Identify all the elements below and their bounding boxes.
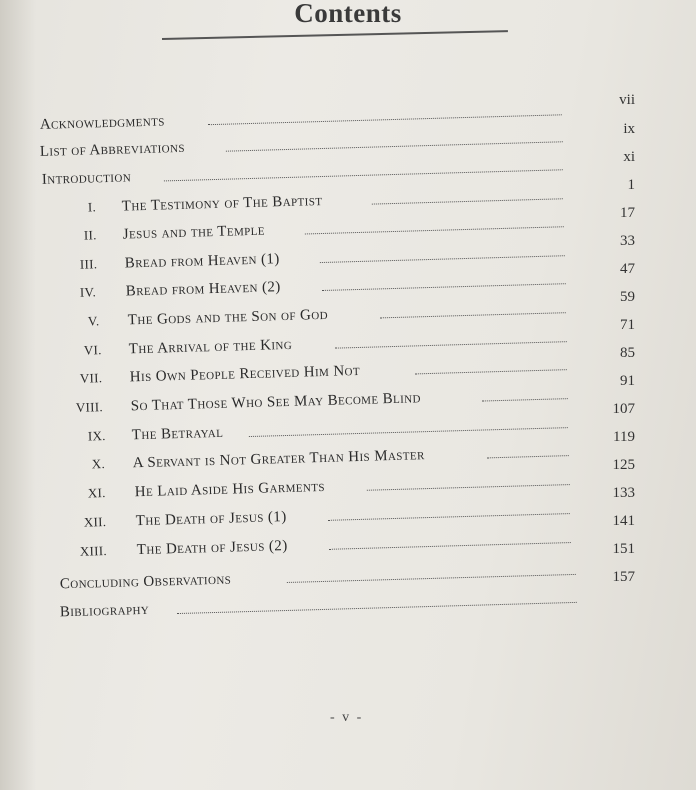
- toc-page-number: 107: [612, 401, 635, 417]
- toc-page-number: 17: [620, 205, 635, 221]
- toc-page-number: 151: [612, 541, 635, 557]
- dot-leader: [380, 312, 566, 318]
- chapter-number: I.: [87, 199, 97, 215]
- toc-page-number: 125: [612, 457, 635, 473]
- toc-entry-title: Bread from Heaven (2): [125, 279, 281, 300]
- toc-page-number: 141: [612, 513, 635, 529]
- toc-page-number: 59: [620, 289, 635, 305]
- chapter-number: XII.: [83, 514, 107, 530]
- dot-leader: [226, 141, 563, 151]
- chapter-number: XIII.: [79, 543, 108, 559]
- toc-entry-title: The Gods and the Son of God: [127, 306, 329, 329]
- chapter-number: IV.: [79, 284, 97, 300]
- toc-page-number: vii: [619, 92, 635, 108]
- dot-leader: [328, 513, 570, 521]
- chapter-number: XI.: [87, 485, 106, 501]
- toc-page-number: 33: [620, 233, 635, 249]
- chapter-number: II.: [83, 227, 97, 243]
- toc-page-number: 133: [612, 485, 635, 501]
- toc-entry-title: Bibliography: [59, 601, 150, 621]
- dot-leader: [329, 542, 571, 550]
- toc-page-number: 157: [612, 569, 635, 585]
- toc-entry-title: A Servant is Not Greater Than His Master: [132, 447, 426, 472]
- toc-entry-title: The Arrival of the King: [128, 336, 293, 358]
- chapter-number: V.: [87, 313, 100, 329]
- toc-entry-title: The Death of Jesus (1): [135, 508, 287, 530]
- dot-leader: [367, 484, 570, 491]
- toc-entry-title: Introduction: [41, 169, 132, 188]
- toc-page-number: 47: [620, 261, 635, 277]
- toc-entry-title: His Own People Received Him Not: [129, 362, 361, 386]
- page-title: Contents: [294, 0, 402, 28]
- toc-page-number: 71: [620, 317, 635, 333]
- dot-leader: [208, 114, 562, 125]
- dot-leader: [487, 455, 569, 458]
- toc-page-number: 1: [627, 177, 635, 193]
- dot-leader: [287, 574, 576, 583]
- dot-leader: [164, 169, 563, 181]
- toc-page-number: 91: [620, 373, 635, 389]
- dot-leader: [320, 255, 565, 263]
- toc-entry-title: The Testimony of The Baptist: [121, 192, 323, 215]
- dot-leader: [322, 283, 566, 291]
- toc-entry-title: List of Abbreviations: [39, 139, 186, 160]
- dot-leader: [305, 226, 564, 234]
- chapter-number: IX.: [87, 428, 106, 444]
- chapter-number: VII.: [79, 370, 103, 386]
- toc-entry-title: He Laid Aside His Garments: [134, 478, 326, 501]
- chapter-number: III.: [79, 256, 98, 272]
- toc-page-number: xi: [623, 149, 635, 165]
- dot-leader: [335, 341, 567, 348]
- page-footer-number: - v -: [330, 710, 364, 725]
- toc-entry-title: Concluding Observations: [59, 571, 232, 593]
- dot-leader: [177, 602, 577, 614]
- dot-leader: [415, 369, 567, 374]
- toc-entry-title: The Death of Jesus (2): [136, 537, 288, 559]
- dot-leader: [372, 198, 563, 204]
- toc-entry-title: Bread from Heaven (1): [124, 251, 280, 272]
- chapter-number: VI.: [83, 342, 102, 358]
- toc-page-number: ix: [623, 121, 635, 137]
- chapter-number: VIII.: [75, 399, 104, 415]
- toc-page-number: 119: [613, 429, 635, 445]
- toc-entry-title: Jesus and the Temple: [122, 222, 266, 243]
- toc-page-number: 85: [620, 345, 635, 361]
- toc-entry-title: Acknowledgments: [39, 113, 166, 133]
- dot-leader: [249, 427, 568, 437]
- toc-entry-title: So That Those Who See May Become Blind: [130, 390, 422, 415]
- dot-leader: [482, 398, 568, 401]
- toc-entry-title: The Betrayal: [131, 424, 224, 444]
- chapter-number: X.: [91, 456, 106, 472]
